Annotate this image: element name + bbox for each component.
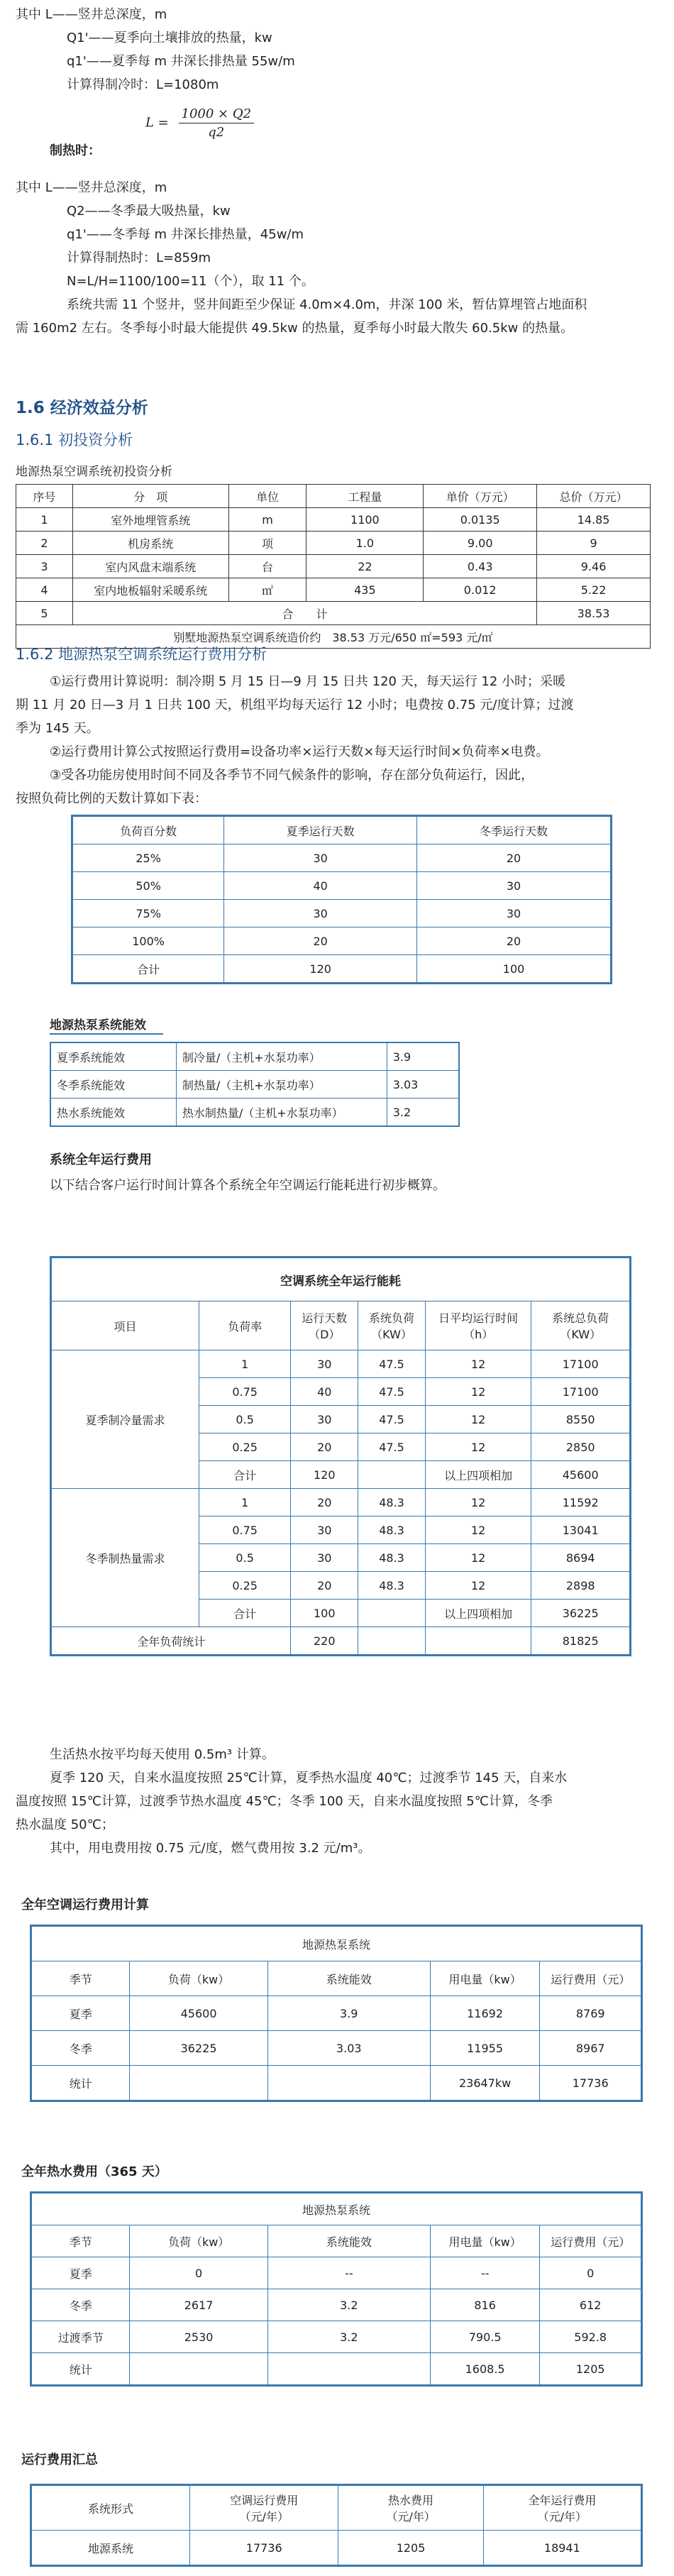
cell: 120 xyxy=(224,955,417,984)
desc-line: ①运行费用计算说明：制冷期 5 月 15 日—9 月 15 日共 120 天，每天运行 12 小时；采暖 xyxy=(50,674,566,689)
cell: 1205 xyxy=(338,2531,483,2566)
table-row xyxy=(51,1350,631,1378)
cell xyxy=(267,2066,430,2101)
cell: 100% xyxy=(72,928,224,955)
group-label: 冬季制热量需求 xyxy=(51,1489,199,1627)
cell: 0 xyxy=(130,2257,267,2289)
heating-definitions xyxy=(16,176,658,340)
efficiency-table xyxy=(50,1042,460,1127)
heating-label: 制热时： xyxy=(50,143,101,158)
cell: 3.2 xyxy=(387,1099,459,1127)
def-line: Q1'——夏季向土壤排放的热量，kw xyxy=(67,31,272,45)
table-row xyxy=(72,928,612,955)
section-heading-1-6-1: 1.6.1 初投资分析 xyxy=(16,431,133,448)
header-cell: 工程量 xyxy=(306,485,424,508)
desc-line: ②运行费用计算公式按照运行费用=设备功率×运行天数×每天运行时间×负荷率×电费。 xyxy=(50,744,549,759)
cell: 30 xyxy=(417,900,612,928)
header-cell: 总价（万元） xyxy=(537,485,651,508)
cell: 17736 xyxy=(540,2066,642,2101)
table-row xyxy=(51,1489,631,1517)
formula-numerator: 1000 × Q2 xyxy=(179,106,255,123)
cell: 30 xyxy=(291,1350,358,1378)
header-cell: 季节 xyxy=(31,2225,130,2257)
cell: 3.2 xyxy=(267,2321,430,2353)
system-desc: 需 160m2 左右。冬季每小时最大能提供 49.5kw 的热量，夏季每小时最大散失 60.5kw 的热量。 xyxy=(16,321,574,336)
table-title: 空调系统全年运行能耗 xyxy=(51,1257,631,1301)
cell: 室内风盘末端系统 xyxy=(72,555,228,578)
cell: 以上四项相加 xyxy=(425,1461,531,1489)
header-cell: 冬季运行天数 xyxy=(417,816,612,844)
cell: 1.0 xyxy=(306,532,424,555)
operation-description xyxy=(16,670,658,810)
investment-table xyxy=(16,484,651,649)
annual-cost-desc: 以下结合客户运行时间计算各个系统全年空调运行能耗进行初步概算。 xyxy=(50,1178,446,1193)
cell: 5 xyxy=(16,602,73,625)
cell: 0.75 xyxy=(199,1378,290,1406)
cell: 5.22 xyxy=(537,578,651,602)
header-cell: 负荷（kw） xyxy=(130,2225,267,2257)
cell: 11955 xyxy=(430,2031,540,2066)
def-line: q1'——夏季每 m 井深长排热量 55w/m xyxy=(67,54,295,69)
cell: 22 xyxy=(306,555,424,578)
table-header-row xyxy=(31,1961,642,1996)
cell: 75% xyxy=(72,900,224,928)
table-row xyxy=(16,508,651,532)
cell: 1608.5 xyxy=(430,2353,540,2386)
cell: 40 xyxy=(291,1378,358,1406)
cell: 45600 xyxy=(130,1996,267,2031)
hot-water-cost-table xyxy=(30,2191,643,2387)
cell: 地源系统 xyxy=(31,2531,190,2566)
cell: 1 xyxy=(16,508,73,532)
cell: 12 xyxy=(425,1517,531,1544)
table-row xyxy=(72,900,612,928)
cell: 合计 xyxy=(199,1461,290,1489)
cell: 以上四项相加 xyxy=(425,1600,531,1627)
cell: 18941 xyxy=(483,2531,641,2566)
cell: 12 xyxy=(425,1406,531,1433)
cell: 0 xyxy=(540,2257,642,2289)
cell: 25% xyxy=(72,844,224,872)
header-cell: 系统形式 xyxy=(31,2485,190,2531)
cell: 48.3 xyxy=(358,1517,426,1544)
efficiency-title-underline xyxy=(50,1033,163,1035)
desc-line: 季为 145 天。 xyxy=(16,721,99,736)
cell: 3.2 xyxy=(267,2289,430,2321)
hot-water-description xyxy=(16,1743,658,1860)
cell: 0.0135 xyxy=(424,508,537,532)
cell: 17100 xyxy=(531,1378,631,1406)
table-row xyxy=(50,1099,459,1127)
cell: 20 xyxy=(291,1433,358,1461)
cell: 项 xyxy=(228,532,306,555)
cell: 冬季系统能效 xyxy=(50,1071,176,1099)
cell: 2898 xyxy=(531,1572,631,1600)
cell: 4 xyxy=(16,578,73,602)
cell: 30 xyxy=(224,900,417,928)
cell: 612 xyxy=(540,2289,642,2321)
header-cell: 季节 xyxy=(31,1961,130,1996)
cell: 统计 xyxy=(31,2066,130,2101)
cell: 48.3 xyxy=(358,1489,426,1517)
summary-table xyxy=(30,2484,643,2567)
table-row xyxy=(31,2031,642,2066)
table-caption: 地源热泵空调系统初投资分析 xyxy=(16,465,172,479)
cell: 120 xyxy=(291,1461,358,1489)
desc-line: 其中，用电费用按 0.75 元/度，燃气费用按 3.2 元/m³。 xyxy=(50,1841,371,1856)
cell: ㎡ xyxy=(228,578,306,602)
cell: 30 xyxy=(291,1544,358,1572)
cell: 全年负荷统计 xyxy=(51,1627,291,1656)
table-header-row xyxy=(16,485,651,508)
cell: 47.5 xyxy=(358,1378,426,1406)
desc-line: ③受各功能房使用时间不同及各季节不同气候条件的影响，存在部分负荷运行，因此， xyxy=(50,768,534,783)
header-cell: 项目 xyxy=(51,1301,199,1350)
cell: 12 xyxy=(425,1350,531,1378)
calc-result: 计算得制冷时：L=1080m xyxy=(67,77,219,92)
table-title: 地源热泵系统 xyxy=(31,2193,642,2225)
table-header-row xyxy=(31,2485,642,2531)
cell: 合计 xyxy=(199,1600,290,1627)
def-line: q1'——冬季每 m 井深长排热量，45w/m xyxy=(67,227,304,242)
cell: 45600 xyxy=(531,1461,631,1489)
cell: 夏季系统能效 xyxy=(50,1042,176,1071)
table-row xyxy=(72,872,612,900)
calc-result: 计算得制热时：L=859m xyxy=(67,251,211,265)
cell: 11692 xyxy=(430,1996,540,2031)
cell: 36225 xyxy=(531,1600,631,1627)
header-cell: 用电量（kw） xyxy=(430,1961,540,1996)
cell xyxy=(267,2353,430,2386)
header-cell: 负荷百分数 xyxy=(72,816,224,844)
summary-title: 运行费用汇总 xyxy=(21,2453,98,2467)
cell: 11592 xyxy=(531,1489,631,1517)
cell: 0.5 xyxy=(199,1544,290,1572)
table-row xyxy=(31,2257,642,2289)
efficiency-title: 地源热泵系统能效 xyxy=(50,1018,146,1033)
header-cell: 运行天数 （D） xyxy=(291,1301,358,1350)
table-row xyxy=(31,2321,642,2353)
cell: 30 xyxy=(291,1406,358,1433)
cell: 12 xyxy=(425,1572,531,1600)
cell xyxy=(358,1461,426,1489)
cell xyxy=(130,2353,267,2386)
well-count: N=L/H=1100/100=11（个），取 11 个。 xyxy=(67,274,314,289)
header-cell: 序号 xyxy=(16,485,73,508)
cell: 别墅地源热泵空调系统造价约 38.53 万元/650 ㎡=593 元/㎡ xyxy=(16,625,651,649)
cell: 8769 xyxy=(540,1996,642,2031)
cell xyxy=(358,1600,426,1627)
table-row xyxy=(16,532,651,555)
table-total-row xyxy=(16,602,651,625)
table-row xyxy=(16,578,651,602)
cell: 1100 xyxy=(306,508,424,532)
table-header-row xyxy=(31,2225,642,2257)
cell: 14.85 xyxy=(537,508,651,532)
cell: 合计 xyxy=(72,955,224,984)
table-header-row xyxy=(72,816,612,844)
cell: 统计 xyxy=(31,2353,130,2386)
cell: 12 xyxy=(425,1433,531,1461)
cell: 12 xyxy=(425,1544,531,1572)
header-cell: 系统能效 xyxy=(267,1961,430,1996)
cell: 50% xyxy=(72,872,224,900)
cell: 100 xyxy=(291,1600,358,1627)
cell: 48.3 xyxy=(358,1572,426,1600)
group-label: 夏季制冷量需求 xyxy=(51,1350,199,1489)
cell: 9.46 xyxy=(537,555,651,578)
cell: 台 xyxy=(228,555,306,578)
cell: 13041 xyxy=(531,1517,631,1544)
cell: 48.3 xyxy=(358,1544,426,1572)
cell: 592.8 xyxy=(540,2321,642,2353)
cell: 制冷量/（主机+水泵功率） xyxy=(176,1042,387,1071)
cell: 3.9 xyxy=(387,1042,459,1071)
header-cell: 全年运行费用 （元/年） xyxy=(483,2485,641,2531)
header-cell: 运行费用（元） xyxy=(540,2225,642,2257)
header-cell: 空调运行费用 （元/年） xyxy=(190,2485,338,2531)
desc-line: 生活热水按平均每天使用 0.5m³ 计算。 xyxy=(50,1747,275,1762)
header-cell: 单位 xyxy=(228,485,306,508)
cell: 1205 xyxy=(540,2353,642,2386)
cell: 12 xyxy=(425,1489,531,1517)
table-header-row xyxy=(51,1301,631,1350)
cell: 30 xyxy=(291,1517,358,1544)
header-cell: 热水费用 （元/年） xyxy=(338,2485,483,2531)
cell: 合 计 xyxy=(72,602,536,625)
def-line: Q2——冬季最大吸热量，kw xyxy=(67,204,231,219)
cell: 室外地埋管系统 xyxy=(72,508,228,532)
def-line: 其中 L——竖井总深度，m xyxy=(16,180,167,195)
cell: -- xyxy=(267,2257,430,2289)
table-row xyxy=(50,1071,459,1099)
cell xyxy=(130,2066,267,2101)
cell: 20 xyxy=(291,1489,358,1517)
cell: 100 xyxy=(417,955,612,984)
table-row xyxy=(50,1042,459,1071)
cell: 室内地板辐射采暖系统 xyxy=(72,578,228,602)
def-line: 其中 L——竖井总深度，m xyxy=(16,7,167,22)
ac-cost-table xyxy=(30,1925,643,2102)
cell: 47.5 xyxy=(358,1406,426,1433)
cell: 2617 xyxy=(130,2289,267,2321)
load-days-table xyxy=(71,815,612,984)
table-total-row xyxy=(31,2353,642,2386)
header-cell: 分 项 xyxy=(72,485,228,508)
header-cell: 夏季运行天数 xyxy=(224,816,417,844)
cell: 0.43 xyxy=(424,555,537,578)
cell: 3.9 xyxy=(267,1996,430,2031)
cell: 40 xyxy=(224,872,417,900)
section-heading-1-6: 1.6 经济效益分析 xyxy=(16,399,148,417)
cell: 38.53 xyxy=(537,602,651,625)
cell: 机房系统 xyxy=(72,532,228,555)
table-title-row xyxy=(31,2193,642,2225)
table-row xyxy=(31,2531,642,2566)
cell: -- xyxy=(430,2257,540,2289)
cell: 17100 xyxy=(531,1350,631,1378)
table-row xyxy=(72,955,612,984)
cell: 8550 xyxy=(531,1406,631,1433)
cell: 3.03 xyxy=(387,1071,459,1099)
table-title-row xyxy=(51,1257,631,1301)
cell: 0.25 xyxy=(199,1433,290,1461)
cell: 435 xyxy=(306,578,424,602)
cell: 冬季 xyxy=(31,2031,130,2066)
cell: 0.5 xyxy=(199,1406,290,1433)
cell: 2850 xyxy=(531,1433,631,1461)
table-title-row xyxy=(31,1926,642,1961)
table-row xyxy=(31,1996,642,2031)
header-cell: 日平均运行时间 （h） xyxy=(425,1301,531,1350)
annual-cost-title: 系统全年运行费用 xyxy=(50,1152,152,1167)
table-row xyxy=(31,2289,642,2321)
formula-fraction xyxy=(179,106,255,140)
desc-line: 温度按照 15℃计算，过渡季节热水温度 45℃；冬季 100 天，自来水温度按照 5℃计算，冬季 xyxy=(16,1794,553,1809)
cell: 790.5 xyxy=(430,2321,540,2353)
cell: 20 xyxy=(417,928,612,955)
header-cell: 负荷率 xyxy=(199,1301,290,1350)
header-cell: 单价（万元） xyxy=(424,485,537,508)
header-cell: 运行费用（元） xyxy=(540,1961,642,1996)
cell: 夏季 xyxy=(31,1996,130,2031)
cell: 热水系统能效 xyxy=(50,1099,176,1127)
cell: 12 xyxy=(425,1378,531,1406)
cell: 1 xyxy=(199,1489,290,1517)
cell: 30 xyxy=(224,844,417,872)
cell: 8967 xyxy=(540,2031,642,2066)
cell: 2530 xyxy=(130,2321,267,2353)
table-title: 地源热泵系统 xyxy=(31,1926,642,1961)
desc-line: 夏季 120 天，自来水温度按照 25℃计算，夏季热水温度 40℃；过渡季节 145 天，自来水 xyxy=(50,1771,568,1785)
cell: 81825 xyxy=(531,1627,631,1656)
cell: 9.00 xyxy=(424,532,537,555)
desc-line: 按照负荷比例的天数计算如下表： xyxy=(16,791,207,806)
header-cell: 系统总负荷 （KW） xyxy=(531,1301,631,1350)
cell: 2 xyxy=(16,532,73,555)
cell: 冬季 xyxy=(31,2289,130,2321)
cell: 制热量/（主机+水泵功率） xyxy=(176,1071,387,1099)
cell: 220 xyxy=(291,1627,358,1656)
cell: 30 xyxy=(417,872,612,900)
cell: 夏季 xyxy=(31,2257,130,2289)
cell: 0.75 xyxy=(199,1517,290,1544)
cooling-definitions xyxy=(16,3,658,97)
cell: 47.5 xyxy=(358,1350,426,1378)
cell: 17736 xyxy=(190,2531,338,2566)
cell: 热水制热量/（主机+水泵功率） xyxy=(176,1099,387,1127)
cell: 816 xyxy=(430,2289,540,2321)
cell: 20 xyxy=(291,1572,358,1600)
header-cell: 系统能效 xyxy=(267,2225,430,2257)
cell: 1 xyxy=(199,1350,290,1378)
cell: 3 xyxy=(16,555,73,578)
desc-line: 热水温度 50℃； xyxy=(16,1817,114,1832)
table-total-row xyxy=(51,1627,631,1656)
cell: 9 xyxy=(537,532,651,555)
desc-line: 期 11 月 20 日—3 月 1 日共 100 天，机组平均每天运行 12 小时；电费按 0.75 元/度计算；过渡 xyxy=(16,698,574,712)
cell: m xyxy=(228,508,306,532)
cell: 23647kw xyxy=(430,2066,540,2101)
header-cell: 用电量（kw） xyxy=(430,2225,540,2257)
cell: 0.012 xyxy=(424,578,537,602)
formula-denominator: q2 xyxy=(208,125,225,140)
depth-formula xyxy=(145,106,254,140)
cell: 8694 xyxy=(531,1544,631,1572)
ac-cost-title: 全年空调运行费用计算 xyxy=(21,1898,149,1912)
header-cell: 系统负荷 （KW） xyxy=(358,1301,426,1350)
cell: 47.5 xyxy=(358,1433,426,1461)
cell: 0.25 xyxy=(199,1572,290,1600)
table-total-row xyxy=(31,2066,642,2101)
hot-water-cost-title: 全年热水费用（365 天） xyxy=(21,2164,167,2179)
table-row xyxy=(16,555,651,578)
table-row xyxy=(72,844,612,872)
cell: 20 xyxy=(417,844,612,872)
cell: 过渡季节 xyxy=(31,2321,130,2353)
formula-lhs: L = xyxy=(145,115,169,131)
system-desc: 系统共需 11 个竖井，竖井间距至少保证 4.0m×4.0m，井深 100 米，暂估算埋管占地面积 xyxy=(67,297,587,312)
energy-table xyxy=(50,1256,631,1656)
cell: 36225 xyxy=(130,2031,267,2066)
header-cell: 负荷（kw） xyxy=(130,1961,267,1996)
cell: 3.03 xyxy=(267,2031,430,2066)
section-heading-1-6-2: 1.6.2 地源热泵空调系统运行费用分析 xyxy=(16,646,267,663)
cell: 20 xyxy=(224,928,417,955)
